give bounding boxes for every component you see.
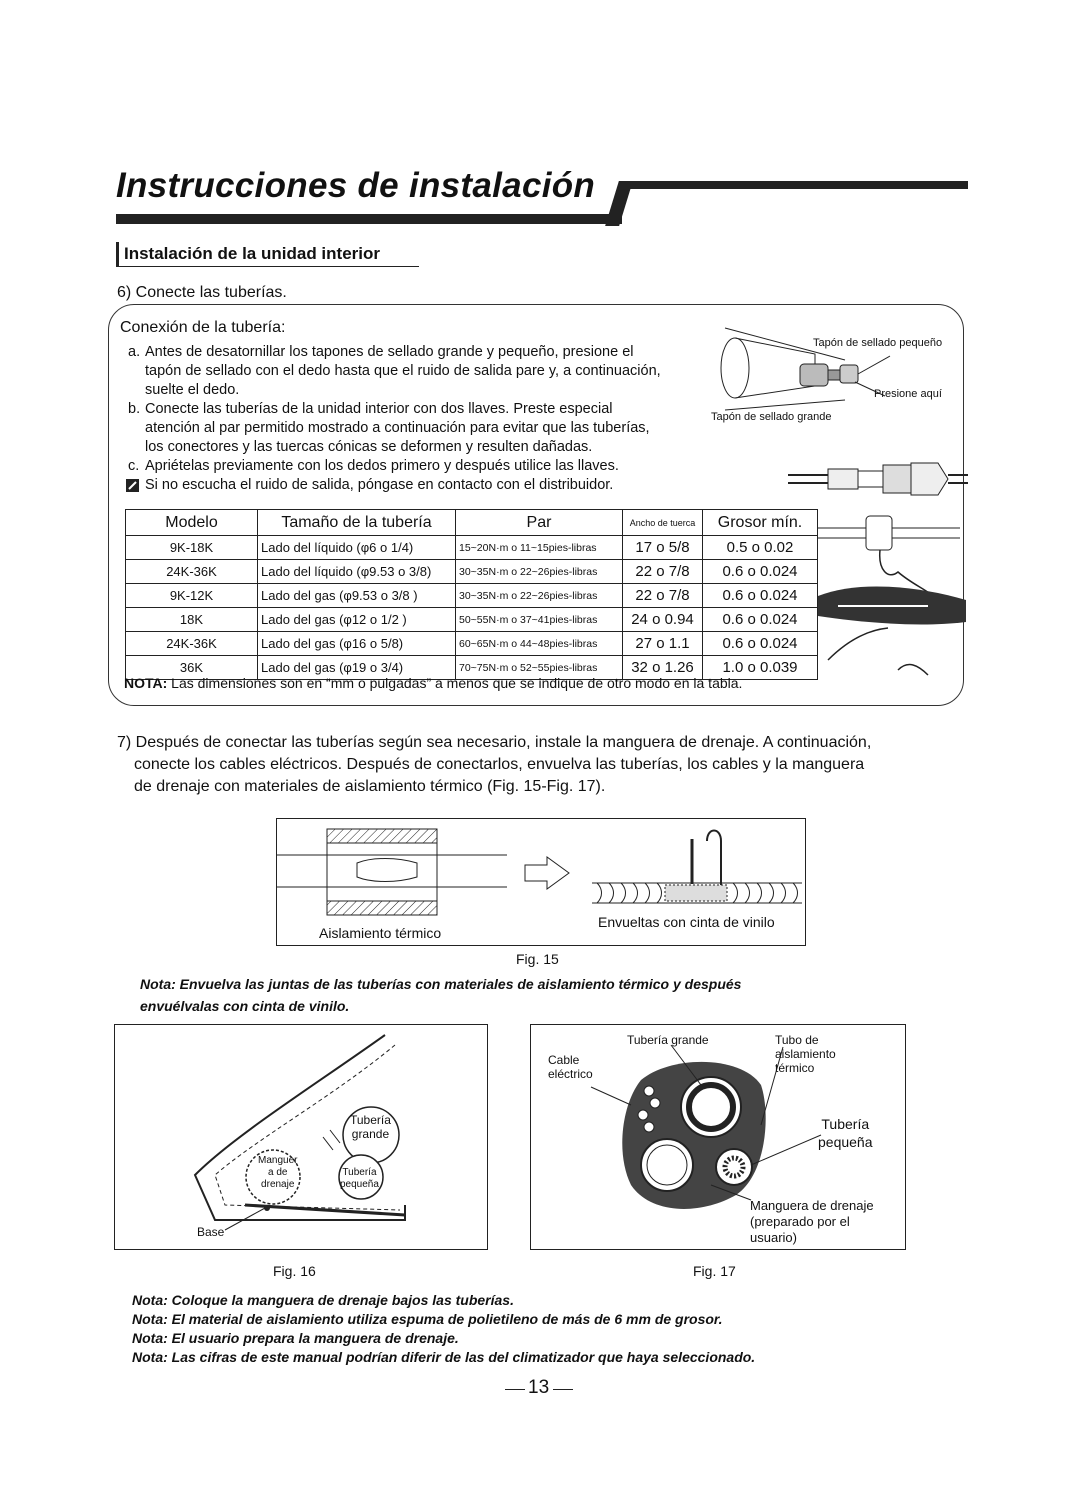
- section-underline: [116, 266, 419, 267]
- connection-heading: Conexión de la tubería:: [120, 319, 286, 336]
- item-b-label: b.: [128, 401, 141, 417]
- cell-torque: 70~75N·m o 52~55pies-libras: [456, 656, 623, 680]
- item-c-line: Apriételas previamente con los dedos primero y después utilice las llaves.: [145, 458, 619, 474]
- cell-pipe-size: Lado del gas (φ19 o 3/4): [258, 656, 456, 680]
- header-torque: Par: [456, 510, 623, 536]
- fig15-label-vinyl: Envueltas con cinta de vinilo: [598, 914, 775, 930]
- cell-torque: 30~35N·m o 22~26pies-libras: [456, 560, 623, 584]
- cell-pipe-size: Lado del gas (φ16 o 5/8): [258, 632, 456, 656]
- page-number-dash-left: [505, 1389, 525, 1390]
- cell-nut-width: 32 o 1.26: [623, 656, 703, 680]
- label-press-here: Presione aquí: [874, 388, 942, 400]
- header-pipe-size: Tamaño de la tubería: [258, 510, 456, 536]
- page-number: 13: [528, 1377, 550, 1398]
- table-row: [126, 584, 818, 608]
- cell-nut-width: 17 o 5/8: [623, 536, 703, 560]
- bottom-note-1: Nota: Coloque la manguera de drenaje bajos las tuberías.: [132, 1292, 514, 1308]
- fig16-base: Base: [197, 1225, 225, 1239]
- fig15-caption: Fig. 15: [516, 951, 559, 967]
- pipe-spec-table: [125, 509, 818, 680]
- warning-line: Si no escucha el ruido de salida, póngase en contacto con el distribuidor.: [145, 477, 614, 493]
- fig15-illustration: [277, 819, 805, 919]
- nota-label: NOTA:: [124, 675, 168, 691]
- fig17-drain-hose: Manguera de drenaje (preparado por el usuario): [750, 1198, 874, 1245]
- fig16-large-pipe: Tubería grande: [350, 1113, 391, 1141]
- item-b-line1: Conecte las tuberías de la unidad interior con dos llaves. Preste especial: [145, 401, 613, 417]
- fig15-label-insulation: Aislamiento térmico: [319, 925, 442, 941]
- fig17-cable: Cable eléctrico: [548, 1053, 593, 1081]
- warning-icon: [126, 479, 139, 492]
- item-c-label: c.: [128, 458, 140, 474]
- nota-line: [124, 675, 742, 691]
- header-nut-width: Ancho de tuerca: [623, 510, 703, 536]
- cell-model: 18K: [126, 608, 258, 632]
- step-7-line2: conecte los cables eléctricos. Después de conectarlos, envuelva las tuberías, los cables y la manguera: [134, 756, 865, 773]
- table-row: [126, 608, 818, 632]
- cell-min-thickness: 0.6 o 0.024: [703, 560, 818, 584]
- nota-text: Las dimensiones son en “mm o pulgadas” a menos que se indique de otro modo en la tabla.: [167, 675, 743, 691]
- cell-torque: 30~35N·m o 22~26pies-libras: [456, 584, 623, 608]
- cell-model: 36K: [126, 656, 258, 680]
- cell-min-thickness: 0.6 o 0.024: [703, 584, 818, 608]
- label-large-cap: Tapón de sellado grande: [711, 411, 832, 423]
- header-min-thickness: Grosor mín.: [703, 510, 818, 536]
- fig17-small-pipe: Tubería pequeña: [818, 1116, 873, 1150]
- cell-pipe-size: Lado del líquido (φ6 o 1/4): [258, 536, 456, 560]
- item-a-line3: suelte el dedo.: [145, 382, 240, 398]
- step-7-line1: 7) Después de conectar las tuberías según sea necesario, instale la manguera de drenaje. A continuación,: [117, 734, 872, 751]
- label-small-cap: Tapón de sellado pequeño: [813, 337, 943, 349]
- cell-model: 24K-36K: [126, 632, 258, 656]
- fig17-large-pipe: Tubería grande: [627, 1033, 709, 1047]
- fig17-caption: Fig. 17: [693, 1263, 736, 1279]
- fig16-caption: Fig. 16: [273, 1263, 316, 1279]
- cell-min-thickness: 0.5 o 0.02: [703, 536, 818, 560]
- page-title: Instrucciones de instalación: [116, 166, 596, 205]
- item-b-line2: atención al par permitido mostrado a continuación para evitar que las tuberías,: [145, 420, 650, 436]
- note15-line1: Nota: Envuelva las juntas de las tuberías con materiales de aislamiento térmico y después: [140, 976, 742, 992]
- table-header-row: [126, 510, 818, 536]
- section-heading: Instalación de la unidad interior: [116, 242, 380, 266]
- cell-nut-width: 24 o 0.94: [623, 608, 703, 632]
- fig16-drain-hose: Manguer a de drenaje: [258, 1155, 298, 1190]
- item-b-line3: los conectores y las tuercas cónicas se deformen y resulten dañadas.: [145, 439, 593, 455]
- bottom-note-2: Nota: El material de aislamiento utiliza espuma de polietileno de más de 6 mm de grosor.: [132, 1311, 723, 1327]
- cell-min-thickness: 0.6 o 0.024: [703, 608, 818, 632]
- cell-nut-width: 27 o 1.1: [623, 632, 703, 656]
- cell-model: 9K-18K: [126, 536, 258, 560]
- table-row: [126, 632, 818, 656]
- item-a-line1: Antes de desatornillar los tapones de sellado grande y pequeño, presione el: [145, 344, 634, 360]
- cell-pipe-size: Lado del gas (φ12 o 1/2 ): [258, 608, 456, 632]
- cell-model: 9K-12K: [126, 584, 258, 608]
- fig17-insulation-tube: Tubo de aislamiento térmico: [775, 1033, 836, 1075]
- bottom-note-3: Nota: El usuario prepara la manguera de drenaje.: [132, 1330, 459, 1346]
- flare-nut-illustration: [788, 455, 968, 500]
- page-number-dash-right: [553, 1389, 573, 1390]
- cell-torque: 50~55N·m o 37~41pies-libras: [456, 608, 623, 632]
- table-row: [126, 536, 818, 560]
- cell-pipe-size: Lado del líquido (φ9.53 o 3/8): [258, 560, 456, 584]
- item-a-label: a.: [128, 344, 141, 360]
- step-7-line3: de drenaje con materiales de aislamiento térmico (Fig. 15-Fig. 17).: [134, 778, 606, 795]
- cell-min-thickness: 0.6 o 0.024: [703, 632, 818, 656]
- table-row: [126, 560, 818, 584]
- title-underline: [116, 214, 622, 224]
- title-bar: [622, 181, 968, 189]
- cell-pipe-size: Lado del gas (φ9.53 o 3/8 ): [258, 584, 456, 608]
- cell-torque: 15~20N·m o 11~15pies-libras: [456, 536, 623, 560]
- note15-line2: envuélvalas con cinta de vinilo.: [140, 998, 350, 1014]
- cell-model: 24K-36K: [126, 560, 258, 584]
- item-a-line2: tapón de sellado con el dedo hasta que el ruido de salida pare y, a continuación,: [145, 363, 661, 379]
- cell-nut-width: 22 o 7/8: [623, 584, 703, 608]
- header-model: Modelo: [126, 510, 258, 536]
- step-6: 6) Conecte las tuberías.: [117, 284, 287, 301]
- bottom-note-4: Nota: Las cifras de este manual podrían diferir de las del climatizador que haya seleccionado.: [132, 1349, 756, 1365]
- wrench-illustration: [818, 510, 966, 700]
- fig16-small-pipe: Tubería pequeña: [340, 1167, 379, 1190]
- cell-min-thickness: 1.0 o 0.039: [703, 656, 818, 680]
- fig16-illustration: [115, 1025, 487, 1249]
- cell-nut-width: 22 o 7/8: [623, 560, 703, 584]
- cell-torque: 60~65N·m o 44~48pies-libras: [456, 632, 623, 656]
